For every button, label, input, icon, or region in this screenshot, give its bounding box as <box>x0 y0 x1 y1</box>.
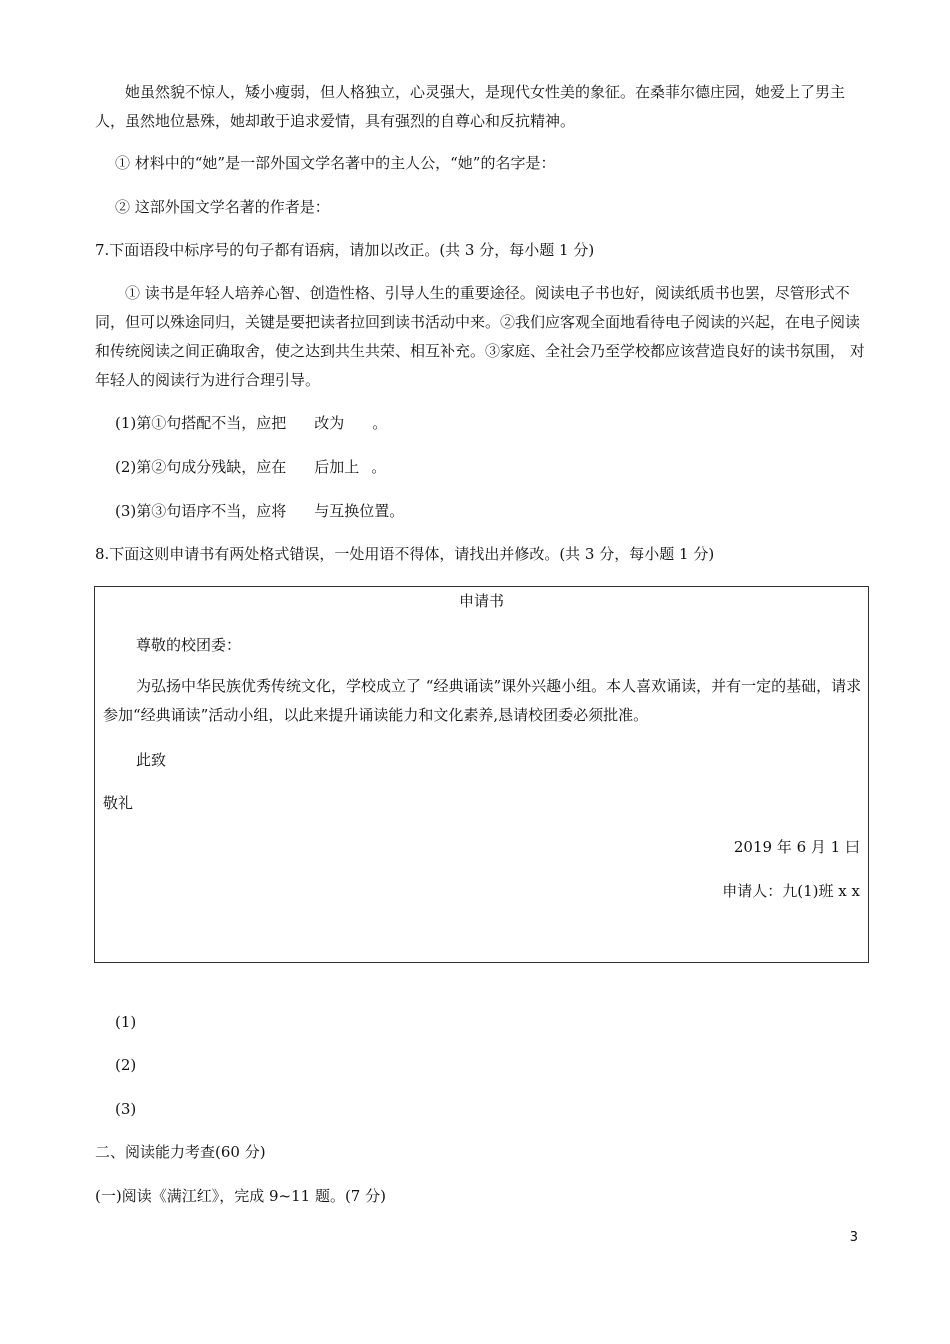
letter-closing-2: 敬礼 <box>103 794 134 812</box>
q7-sub-2: (2)第②句成分残缺，应在 后加上 。 <box>115 458 387 476</box>
letter-date: 2019 年 6 月 1 曰 <box>733 838 860 856</box>
intro-paragraph: 她虽然貌不惊人，矮小瘦弱，但人格独立，心灵强大，是现代女性美的象征。在桑菲尔德庄园，她爱上了男主人，虽然地位悬殊，她却敢于追求爱情，具有强烈的自尊心和反抗精神。 <box>95 83 846 130</box>
q8-answer-1: (1) <box>115 1013 137 1031</box>
letter-body: 为弘扬中华民族优秀传统文化，学校成立了 “经典诵读”课外兴趣小组。本人喜欢诵读，并有一定的基础，请求参加“经典诵读”活动小组，以此来提升诵读能力和文化素养,恳请校团委必须批准。 <box>103 677 862 724</box>
q7-sub-3: (3)第③句语序不当，应将 与互换位置。 <box>115 502 405 520</box>
section-2-title: 二、阅读能力考查(60 分) <box>95 1143 266 1161</box>
letter-closing-1: 此致 <box>136 751 167 769</box>
q7-sub-1: (1)第①句搭配不当，应把 改为 。 <box>115 414 388 432</box>
q8-answer-3: (3) <box>115 1100 137 1118</box>
q7-paragraph: ① 读书是年轻人培养心智、创造性格、引导人生的重要途径。阅读电子书也好，阅读纸质书也罢，尽管形式不同，但可以殊途同归，关键是要把读者拉回到读书活动中来。②我们应客观全面地看待电子阅读的兴起，在电子阅读和传统阅读之间正确取舍，使之达到共生共荣、相互补充。③家庭、全社会乃至学校都应该营造良好的读书氛围， 对年轻人的阅读行为进行合理引导。 <box>95 284 865 389</box>
page-number: 3 <box>849 1230 858 1245</box>
q8-answer-2: (2) <box>115 1056 137 1074</box>
application-letter-box <box>94 586 869 963</box>
letter-heading: 申请书 <box>458 592 504 610</box>
letter-signature: 申请人：九(1)班 x x <box>722 882 860 900</box>
intro-question-2: ② 这部外国文学名著的作者是： <box>115 198 330 216</box>
intro-question-1: ① 材料中的“她”是一部外国文学名著中的主人公，“她”的名字是： <box>115 154 556 172</box>
q7-title: 7.下面语段中标序号的句子都有语病，请加以改正。(共 3 分，每小题 1 分) <box>95 241 595 259</box>
q8-title: 8.下面这则申请书有两处格式错误，一处用语不得体，请找出并修改。(共 3 分，每小题 1 分) <box>95 545 715 563</box>
section-2-subtitle: (一)阅读《满江红》，完成 9~11 题。(7 分) <box>95 1187 386 1205</box>
letter-salutation: 尊敬的校团委： <box>136 636 242 654</box>
